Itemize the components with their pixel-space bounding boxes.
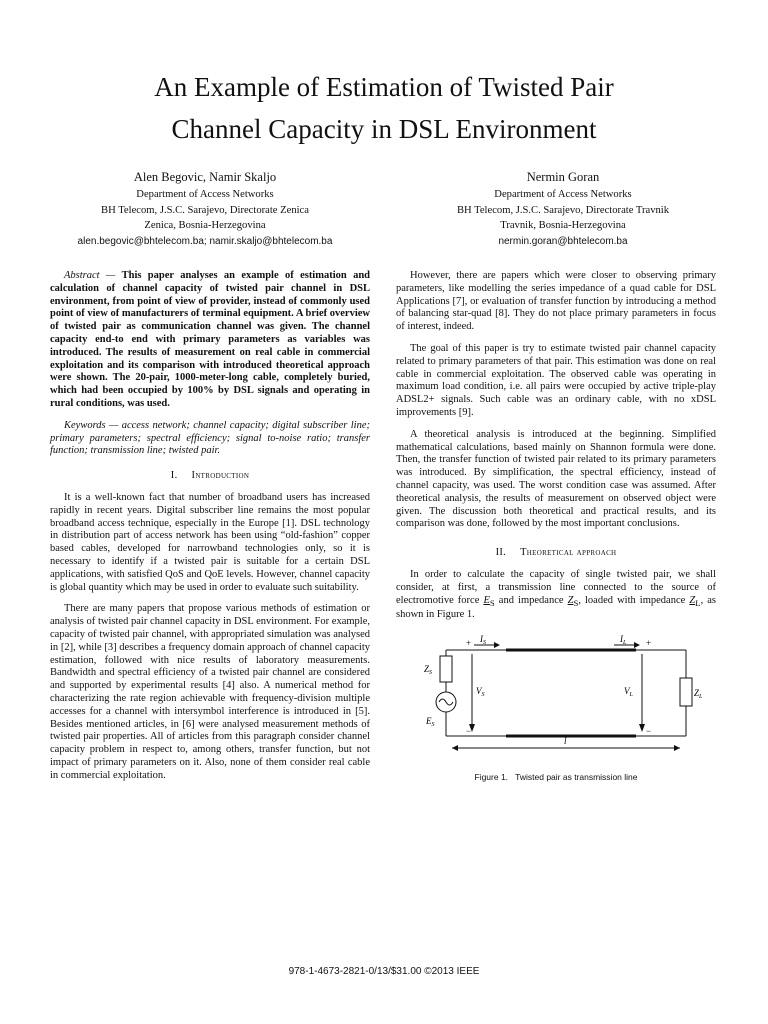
figure-1 bbox=[396, 632, 716, 784]
right-column bbox=[396, 270, 716, 784]
load-impedance-box bbox=[680, 678, 692, 706]
caption-label: Figure 1. bbox=[474, 772, 509, 783]
arrowhead-vl bbox=[639, 724, 645, 732]
abstract-text: This paper analyses an example of estimation and calculation of channel capacity of twisted pair channel in DSL environment, from point of view of provider, instead of commonly used point of view of manufacturers of terminal equipment. A brief overview of twisted pair as communication channel was given. The channel capacity end-to end with primary parameters as variables was introduced. The results of measurement on real cable in commercial exploitation and its comparison with introduced theoretical approach were shown. The 20-pair, 1000-meter-long cable, completely buried, which had been occupied by 100% by DSL signals and operating in rural conditions, was used. bbox=[50, 270, 370, 409]
section-number: I. bbox=[170, 470, 178, 482]
symbol-es-sub: S bbox=[489, 597, 495, 608]
source-impedance-box bbox=[440, 656, 452, 682]
arrowhead-il bbox=[634, 642, 640, 648]
symbol-zs: Z bbox=[567, 594, 574, 606]
theory-paragraph bbox=[396, 569, 716, 622]
label-is: $I_S$ bbox=[480, 634, 486, 647]
minus-sign-right: − bbox=[646, 726, 652, 737]
section-title: Introduction bbox=[191, 470, 250, 482]
author-organization: BH Telecom, J.S.C. Sarajevo, Directorate Travnik bbox=[456, 204, 670, 216]
paper-title bbox=[0, 66, 768, 150]
title-line-2: Channel Capacity in DSL Environment bbox=[171, 114, 597, 144]
author-email: nermin.goran@bhtelecom.ba bbox=[498, 235, 628, 247]
author-names: Nermin Goran bbox=[526, 170, 600, 184]
theory-text: , loaded with impedance bbox=[578, 594, 690, 606]
copyright-footer: 978-1-4673-2821-0/13/$31.00 ©2013 IEEE bbox=[288, 966, 480, 977]
author-department: Department of Access Networks bbox=[136, 189, 274, 200]
section-heading-introduction bbox=[50, 470, 370, 483]
intro-paragraph-2: There are many papers that propose various methods of estimation or analysis of twisted pair channel capacity in DSL environment. For example, capacity of twisted pair channel, with appropriated simulation was analysed in [2], while [3] describes a frequency domain approach of channel capacity estimation, followed with nice results of laboratory measurements. Bandwidth and spectral efficiency of a twisted pair channel are considered and supported by experimental results [4] also. A numerical method for characterizing the rate region achievable with frequency-division multiple accesses for a channel with intersymbol interference is introduced in [5]. Besides mentioned articles, in [6] were analysed measurement methods of twisted pair properties. All of articles from this paragraph consider channel capacity problem in respect to, among others, transfer function, but not impact of primary parameters on it. Also, none of them consider real cable in commercial exploitation. bbox=[50, 603, 370, 781]
arrowhead-is bbox=[494, 642, 500, 648]
author-city: Travnik, Bosnia-Herzegovina bbox=[500, 220, 626, 231]
label-vl: $V_L$ bbox=[624, 686, 633, 699]
length-arrowhead-right bbox=[674, 745, 680, 751]
plus-sign-left: + bbox=[466, 638, 472, 649]
label-il: $I_L$ bbox=[620, 634, 627, 647]
section-number: II. bbox=[495, 547, 507, 559]
author-block-1 bbox=[40, 168, 370, 249]
theory-text: In order to calculate the capacity of single twisted pair, we shall consider, at first, a transmission line connected to the source of electromotive force bbox=[396, 568, 716, 606]
author-block-2 bbox=[398, 168, 728, 249]
intro-paragraph-1: It is a well-known fact that number of broadband users has increased rapidly in recent years. Digital subscriber line remains the most popular broadband access technique, especially in the Europe [1]. DSL technology in distribution part of access network has been using “old-fashion” copper based cables, developed for narrowband technologies only, so it is necessary to identify if a twisted pair is suitable for a certain DSL applications, with satisfied QoS and QoE levels. However, channel capacity is global quantity which may be used in order to evaluate such suitability. bbox=[50, 491, 370, 593]
caption-text: Twisted pair as transmission line bbox=[515, 772, 638, 783]
length-arrowhead-left bbox=[452, 745, 458, 751]
abstract bbox=[50, 270, 370, 411]
author-organization: BH Telecom, J.S.C. Sarajevo, Directorate Zenica bbox=[101, 204, 309, 216]
abstract-lead: Abstract — bbox=[64, 270, 122, 281]
symbol-zl-sub: L bbox=[695, 597, 701, 608]
label-length: l bbox=[564, 736, 567, 747]
symbol-es: E bbox=[483, 594, 490, 606]
section-title: Theoretical approach bbox=[520, 547, 617, 559]
keywords: Keywords — access network; channel capacity; digital subscriber line; primary parameters; spectral efficiency; signal to-noise ratio; transfer function; transmission line; twisted pair. bbox=[50, 419, 370, 457]
label-zs: $Z_S$ bbox=[424, 664, 433, 677]
body-paragraph-1: However, there are papers which were closer to observing primary parameters, like modelling the series impedance of a quad cable for DSL Applications [7], or evaluation of transfer function by introducing a method of balancing star-quad [8]. They do not place primary parameters in focus of interest, indeed. bbox=[396, 270, 716, 333]
symbol-zs-sub: S bbox=[573, 597, 579, 608]
transmission-line-diagram bbox=[396, 632, 716, 762]
author-city: Zenica, Bosnia-Herzegovina bbox=[144, 220, 266, 231]
author-department: Department of Access Networks bbox=[494, 189, 632, 200]
label-es: $E_S$ bbox=[426, 716, 435, 729]
theory-text: , as shown in Figure 1. bbox=[396, 594, 717, 621]
author-names: Alen Begovic, Namir Skaljo bbox=[133, 170, 277, 184]
title-line-1: An Example of Estimation of Twisted Pair bbox=[154, 72, 614, 102]
body-paragraph-2: The goal of this paper is try to estimate twisted pair channel capacity related to primary parameters of that pair. This estimation was done on real cable in commercial exploitation. The observed cable was operating in maximum load condition, i.e. all pairs were occupied by active triple-play ADSL2+ signals. Such cable was an ordinary cable, with no xDSL improvements [9]. bbox=[396, 342, 716, 418]
left-column bbox=[50, 270, 370, 791]
figure-caption bbox=[396, 771, 716, 784]
plus-sign-right: + bbox=[646, 638, 652, 649]
body-paragraph-3: A theoretical analysis is introduced at the beginning. Simplified mathematical calculations, based mainly on Shannon formula were done. Then, the transfer function of twisted pair related to its primary parameters was introduced. By simplification, the spectral efficiency, instead of channel capacity, was used. The worst condition case was assumed. After theoretical analysis, the results of measurement on observed object were given. The discussion both theoretical and practical results, and its comparison was done, followed by the most important conclusions. bbox=[396, 428, 716, 530]
symbol-zl: Z bbox=[689, 594, 696, 606]
label-vs: $V_S$ bbox=[476, 686, 485, 699]
section-heading-theoretical bbox=[396, 547, 716, 560]
minus-sign-left: − bbox=[466, 726, 472, 737]
label-zl: $Z_L$ bbox=[694, 688, 703, 701]
theory-text: and impedance bbox=[494, 594, 568, 606]
author-email: alen.begovic@bhtelecom.ba; namir.skaljo@bhtelecom.ba bbox=[77, 235, 333, 247]
